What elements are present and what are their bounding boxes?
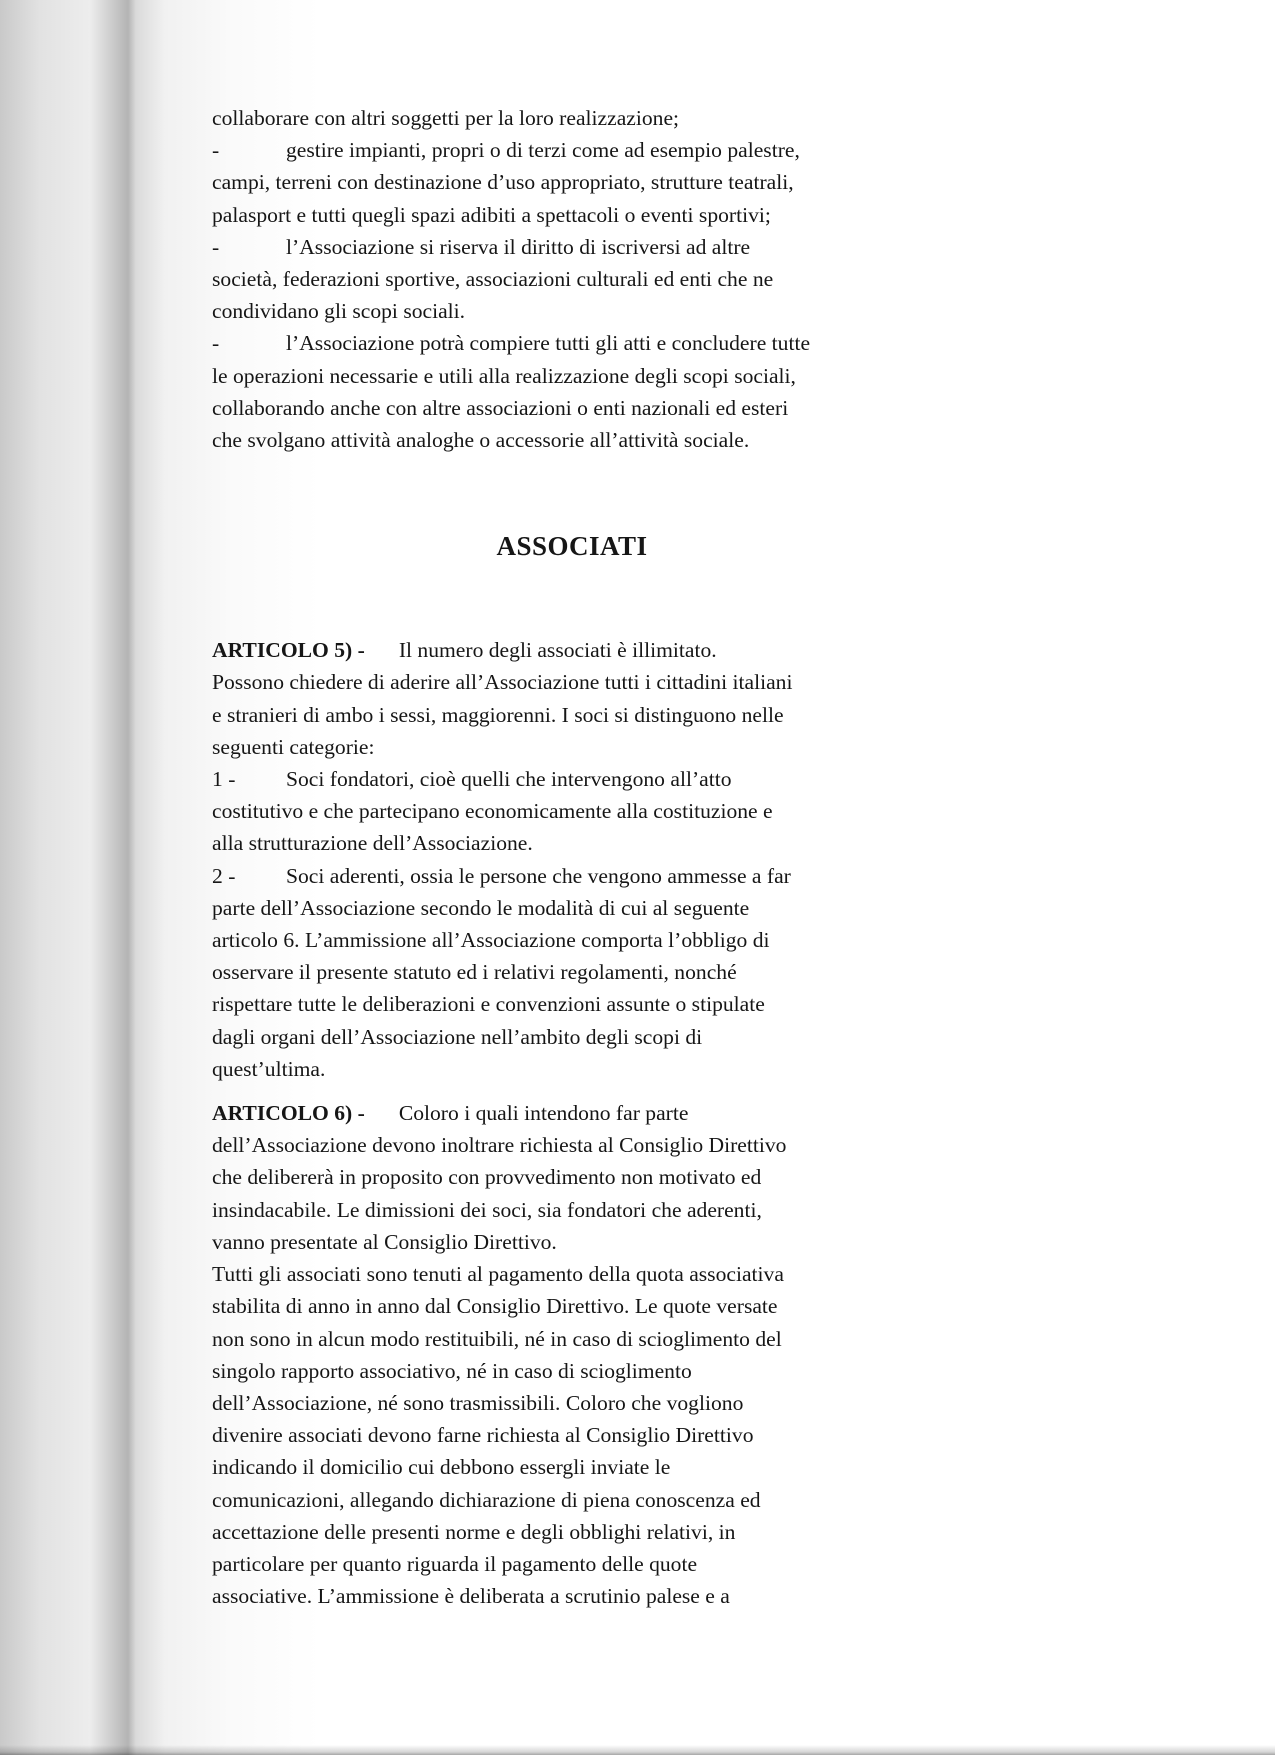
- text-line: osservare il presente statuto ed i relativi regolamenti, nonché: [212, 960, 737, 985]
- item-number: 1 -: [212, 767, 236, 792]
- bullet-text: gestire impianti, propri o di terzi come ad esempio palestre,: [286, 138, 800, 163]
- text-line: singolo rapporto associativo, né in caso di scioglimento: [212, 1358, 692, 1383]
- text-line: palasport e tutti quegli spazi adibiti a spettacoli o eventi sportivi;: [212, 202, 771, 227]
- text-line: Possono chiedere di aderire all’Associazione tutti i cittadini italiani: [212, 670, 793, 695]
- text-line: che svolgano attività analoghe o accessorie all’attività sociale.: [212, 428, 750, 453]
- item-text: Soci aderenti, ossia le persone che vengono ammesse a far: [286, 863, 791, 888]
- text-line: accettazione delle presenti norme e degli obblighi relativi, in: [212, 1519, 736, 1544]
- text-line: le operazioni necessarie e utili alla realizzazione degli scopi sociali,: [212, 363, 796, 388]
- text-line: dagli organi dell’Associazione nell’ambito degli scopi di: [212, 1024, 703, 1049]
- bullet-text: l’Associazione potrà compiere tutti gli atti e concludere tutte: [286, 331, 811, 356]
- item-number: 2 -: [212, 863, 236, 888]
- numbered-line: [212, 860, 932, 892]
- bullet-marker: -: [212, 138, 220, 163]
- text-line: società, federazioni sportive, associazioni culturali ed enti che ne: [212, 267, 774, 292]
- text-line: vanno presentate al Consiglio Direttivo.: [212, 1229, 557, 1254]
- numbered-line: [212, 763, 932, 795]
- bullet-marker: -: [212, 234, 220, 259]
- section-heading: ASSOCIATI: [496, 531, 648, 562]
- text-line: Tutti gli associati sono tenuti al pagamento della quota associativa: [212, 1262, 784, 1287]
- text-line: costitutivo e che partecipano economicamente alla costituzione e: [212, 799, 773, 824]
- bullet-line: [212, 231, 932, 263]
- text-line: e stranieri di ambo i sessi, maggiorenni. I soci si distinguono nelle: [212, 702, 784, 727]
- text-line: che delibererà in proposito con provvedimento non motivato ed: [212, 1165, 762, 1190]
- bullet-line: [212, 134, 932, 166]
- text-line: collaborando anche con altre associazioni o enti nazionali ed esteri: [212, 395, 789, 420]
- item-text: Soci fondatori, cioè quelli che intervengono all’atto: [286, 767, 732, 792]
- bullet-marker: -: [212, 331, 220, 356]
- text-line: dell’Associazione devono inoltrare richiesta al Consiglio Direttivo: [212, 1133, 787, 1158]
- article-text: Coloro i quali intendono far parte: [398, 1101, 689, 1126]
- text-line: condividano gli scopi sociali.: [212, 299, 466, 324]
- text-line: particolare per quanto riguarda il pagamento delle quote: [212, 1551, 698, 1576]
- article-text: Il numero degli associati è illimitato.: [398, 638, 717, 663]
- text-line: stabilita di anno in anno dal Consiglio Direttivo. Le quote versate: [212, 1294, 778, 1319]
- text-line: dell’Associazione, né sono trasmissibili. Coloro che vogliono: [212, 1390, 744, 1415]
- text-line: quest’ultima.: [212, 1056, 326, 1081]
- article-heading-line: [212, 1097, 932, 1129]
- text-line: campi, terreni con destinazione d’uso appropriato, strutture teatrali,: [212, 170, 794, 195]
- article-heading-line: [212, 634, 932, 666]
- text-line: articolo 6. L’ammissione all’Associazione comporta l’obbligo di: [212, 928, 770, 953]
- article-label: ARTICOLO 5) -: [212, 638, 365, 663]
- text-line: non sono in alcun modo restituibili, né in caso di scioglimento del: [212, 1326, 782, 1351]
- bullet-text: l’Associazione si riserva il diritto di iscriversi ad altre: [286, 234, 751, 259]
- text-line: divenire associati devono farne richiesta al Consiglio Direttivo: [212, 1423, 754, 1448]
- text-line: alla strutturazione dell’Associazione.: [212, 831, 533, 856]
- text-line: collaborare con altri soggetti per la loro realizzazione;: [212, 106, 680, 130]
- text-line: insindacabile. Le dimissioni dei soci, sia fondatori che aderenti,: [212, 1197, 762, 1222]
- text-line: comunicazioni, allegando dichiarazione di piena conoscenza ed: [212, 1487, 761, 1512]
- text-line: rispettare tutte le deliberazioni e convenzioni assunte o stipulate: [212, 992, 765, 1017]
- article-label: ARTICOLO 6) -: [212, 1101, 365, 1126]
- text-line: associative. L’ammissione è deliberata a scrutinio palese e a: [212, 1584, 730, 1609]
- text-line: indicando il domicilio cui debbono essergli inviate le: [212, 1455, 671, 1480]
- text-line: parte dell’Associazione secondo le modalità di cui al seguente: [212, 895, 750, 920]
- bullet-line: [212, 327, 932, 359]
- text-line: seguenti categorie:: [212, 734, 375, 759]
- document-body: [212, 102, 932, 1612]
